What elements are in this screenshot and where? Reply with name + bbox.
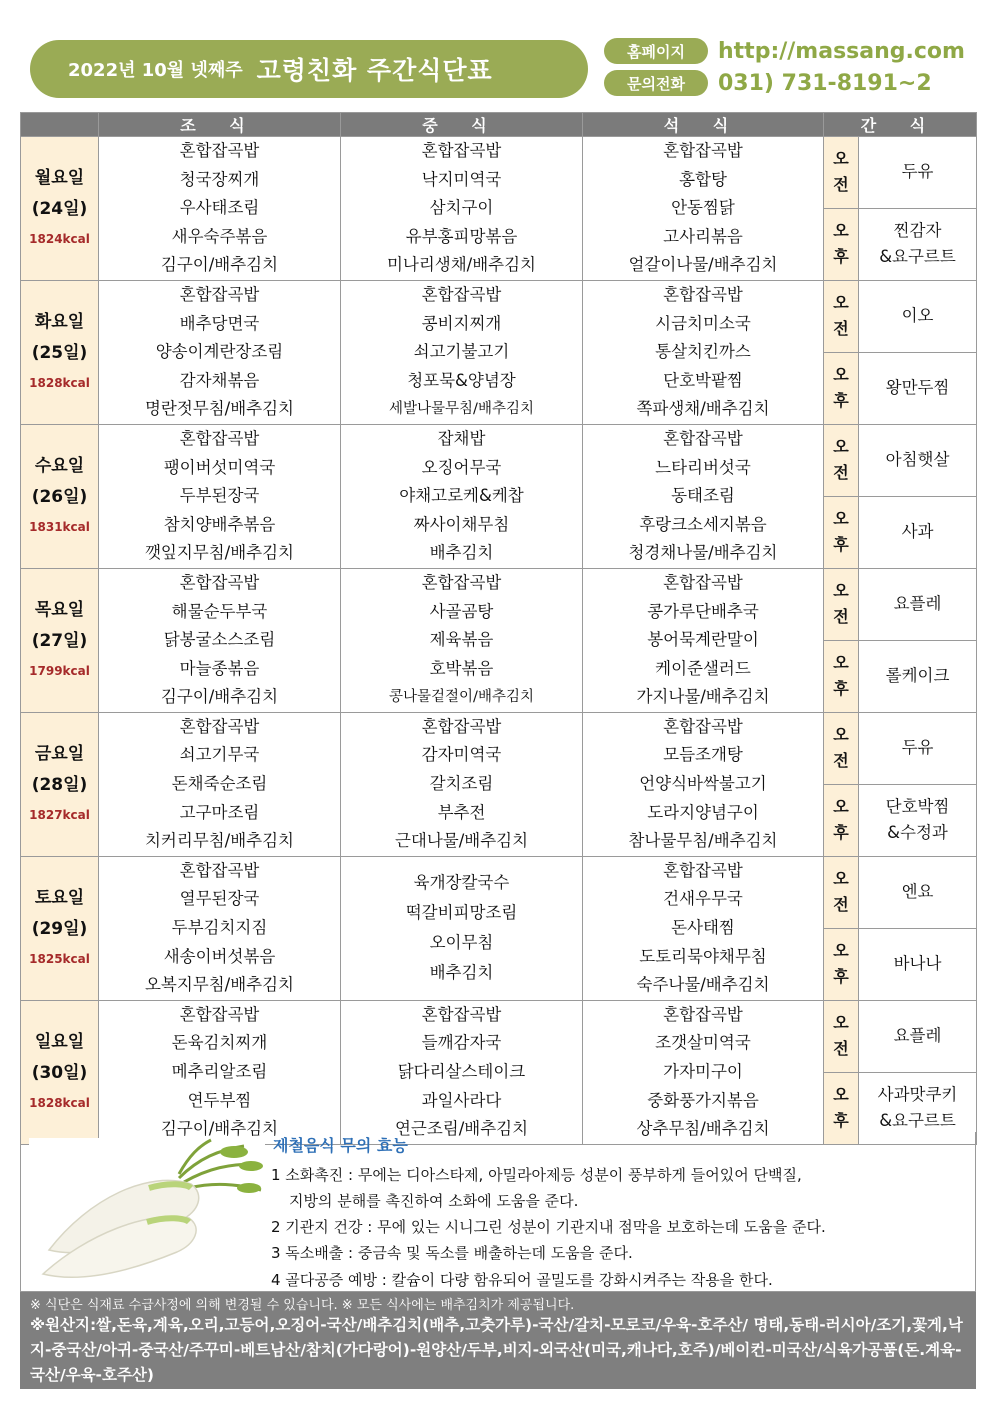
day-name: 월요일: [34, 168, 85, 189]
menu-item: 혼합잡곡밥: [179, 860, 260, 880]
menu-item: 콩나물겉절이/배추김치: [389, 689, 534, 706]
lunch-cell: [341, 137, 583, 281]
menu-item: 마늘종볶음: [179, 658, 260, 678]
menu-item: 청경채나물/배추김치: [628, 543, 778, 563]
menu-item: 콩비지찌개: [421, 313, 502, 333]
breakfast-cell: [99, 424, 341, 568]
snack-item: 요플레: [893, 594, 942, 614]
day-row: [21, 280, 977, 352]
menu-item: 떡갈비피망조림: [405, 903, 518, 923]
dinner-cell: [583, 568, 824, 712]
snack-item: 단호박찜: [885, 797, 950, 817]
day-date: (24일): [31, 199, 88, 220]
page-title: 고령친화 주간식단표: [256, 56, 493, 85]
menu-item: 혼합잡곡밥: [421, 1004, 502, 1024]
menu-item: 홍합탕: [679, 169, 727, 189]
menu-item: 김구이/배추김치: [160, 687, 279, 707]
homepage-row: [604, 38, 965, 64]
pm-snack: [859, 208, 977, 280]
menu-item: 도토리묵야채무침: [639, 946, 767, 966]
day-cell: [21, 1000, 99, 1144]
menu-item: 상추무침/배추김치: [636, 1119, 770, 1139]
breakfast-cell: [99, 712, 341, 856]
dinner-cell: [583, 712, 824, 856]
am-snack: [859, 1000, 977, 1072]
menu-item: 혼합잡곡밥: [663, 572, 743, 592]
menu-item: 참치양배추볶음: [163, 514, 276, 534]
menu-item: 갈치조림: [429, 774, 494, 794]
snack-item: 롤케이크: [885, 666, 950, 686]
pm-snack: [859, 640, 977, 712]
menu-item: 통살치킨까스: [655, 342, 751, 362]
day-row: [21, 568, 977, 640]
day-name: 일요일: [34, 1032, 85, 1053]
am-label: [824, 137, 859, 209]
am-snack: [859, 137, 977, 209]
info-line-2: 2 기관지 건강 : 무에 있는 시니그린 성분이 기관지내 점막을 보호하는데 도움을 준다.: [271, 1218, 826, 1236]
snack-item: &요구르트: [879, 1111, 956, 1131]
menu-item: 삼치구이: [429, 198, 494, 218]
pm-label: [824, 640, 859, 712]
day-kcal: 1831kcal: [29, 520, 90, 535]
menu-item: 혼합잡곡밥: [421, 284, 502, 304]
menu-item: 감자채볶음: [179, 370, 260, 390]
am-label: [824, 1000, 859, 1072]
menu-item: 혼합잡곡밥: [421, 141, 502, 160]
am-label: [824, 424, 859, 496]
menu-item: 혼합잡곡밥: [179, 716, 260, 736]
menu-item: 돈채죽순조림: [171, 774, 268, 794]
menu-item: 사골곰탕: [429, 601, 494, 621]
pm-snack: [859, 352, 977, 424]
snack-item: 두유: [901, 162, 934, 182]
phone-number: 031) 731-8191~2: [718, 70, 932, 96]
pm-label-char: 오: [833, 797, 849, 817]
day-kcal: 1824kcal: [29, 232, 90, 247]
breakfast-cell: [99, 280, 341, 424]
menu-item: 근대나물/배추김치: [394, 831, 529, 851]
snack-item: 이오: [901, 306, 934, 326]
day-row: [21, 712, 977, 784]
menu-item: 혼합잡곡밥: [421, 716, 502, 736]
day-cell: [21, 856, 99, 1000]
column-header-breakfast: 조 식: [99, 113, 341, 137]
am-label-char: 전: [833, 175, 849, 195]
column-header-lunch: 중 식: [341, 113, 583, 137]
menu-item: 치커리무침/배추김치: [144, 831, 294, 851]
menu-item: 세발나물무침/배추김치: [389, 401, 534, 418]
day-cell: [21, 568, 99, 712]
day-date: (26일): [31, 487, 88, 508]
pm-label-char: 오: [833, 509, 849, 529]
menu-item: 모듬조개탕: [663, 745, 743, 765]
menu-item: 배추김치: [429, 963, 494, 983]
menu-item: 돈육김치찌개: [171, 1033, 268, 1053]
day-date: (25일): [31, 343, 88, 364]
menu-item: 후랑크소세지볶음: [639, 514, 767, 534]
column-header-snack: 간 식: [824, 113, 977, 137]
snack-item: 사과맛쿠키: [877, 1085, 958, 1105]
pm-snack: [859, 496, 977, 568]
menu-item: 닭봉굴소스조림: [163, 630, 276, 650]
menu-item: 단호박팥찜: [663, 370, 743, 390]
pm-label-char: 오: [833, 653, 849, 673]
menu-item: 혼합잡곡밥: [179, 1004, 260, 1024]
menu-item: 명란젓무침/배추김치: [144, 399, 294, 419]
menu-item: 김구이/배추김치: [160, 1119, 279, 1139]
menu-item: 봉어묵계란말이: [647, 630, 759, 650]
snack-item: 두유: [901, 738, 934, 758]
menu-item: 혼합잡곡밥: [663, 716, 743, 736]
menu-item: 깻잎지무침/배추김치: [144, 543, 294, 563]
info-title: 제철음식 무의 효능: [273, 1136, 408, 1155]
menu-item: 잡채밥: [437, 428, 486, 448]
menu-item: 혼합잡곡밥: [179, 572, 260, 592]
day-kcal: 1799kcal: [29, 664, 90, 679]
breakfast-cell: [99, 1000, 341, 1144]
menu-item: 언양식바싹불고기: [639, 774, 767, 794]
lunch-cell: [341, 856, 583, 1000]
am-label-char: 전: [833, 1039, 849, 1059]
am-label: [824, 280, 859, 352]
menu-item: 우사태조림: [179, 198, 260, 218]
origin-info: ※원산지:쌀,돈육,계육,오리,고등어,오징어-국산/배추김치(배추,고춧가루)-국산/갈치-모로코/우육-호주산/ 명태,동태-러시아/조기,꽃게,낙지-중국산/아귀-중국산/주꾸미-베트남산/참치(가다랑어)-원양산/두부,비지-외국산(미국,캐나다,호주)/베이컨-미국산/식육가공품(돈.계육-국산/우육-호주산): [30, 1316, 963, 1384]
menu-item: 두부김치지짐: [171, 918, 268, 938]
pm-label-char: 후: [833, 1111, 849, 1131]
am-label-char: 전: [833, 751, 849, 771]
footer-notice: [20, 1292, 976, 1389]
pm-label-char: 후: [833, 535, 849, 555]
lunch-cell: [341, 424, 583, 568]
menu-item: 쇠고기무국: [179, 745, 260, 765]
radish-image: [29, 1138, 265, 1286]
menu-item: 혼합잡곡밥: [663, 428, 743, 448]
lunch-cell: [341, 280, 583, 424]
menu-item: 육개장칼국수: [413, 873, 510, 893]
menu-item: 감자미역국: [421, 745, 502, 765]
day-row: [21, 1000, 977, 1072]
day-cell: [21, 424, 99, 568]
am-snack: [859, 856, 977, 928]
menu-item: 안동찜닭: [671, 198, 735, 218]
menu-item: 혼합잡곡밥: [663, 1004, 743, 1024]
title-banner: [30, 40, 588, 98]
breakfast-cell: [99, 856, 341, 1000]
pm-label: [824, 496, 859, 568]
am-snack: [859, 424, 977, 496]
menu-item: 오이무침: [429, 933, 494, 953]
menu-item: 참나물무침/배추김치: [628, 831, 778, 851]
pm-label-char: 오: [833, 941, 849, 961]
pm-label-char: 후: [833, 391, 849, 411]
am-label-char: 전: [833, 463, 849, 483]
day-row: [21, 137, 977, 209]
pm-label-char: 후: [833, 679, 849, 699]
snack-item: 엔요: [901, 882, 934, 902]
title-week: 2022년 10월 넷째주: [68, 60, 243, 81]
info-line-3: 3 독소배출 : 중금속 및 독소를 배출하는데 도움을 준다.: [271, 1244, 633, 1262]
pm-label-char: 오: [833, 221, 849, 241]
snack-item: 왕만두찜: [885, 378, 950, 398]
day-date: (27일): [31, 631, 88, 652]
am-label-char: 전: [833, 895, 849, 915]
menu-item: 동태조림: [671, 486, 735, 506]
pm-label-char: 후: [833, 967, 849, 987]
day-date: (30일): [31, 1063, 88, 1084]
snack-item: &수정과: [887, 823, 948, 843]
day-name: 토요일: [34, 888, 85, 909]
info-line-1-cont: 지방의 분해를 촉진하여 소화에 도움을 준다.: [289, 1192, 579, 1210]
menu-item: 도라지양념구이: [647, 802, 759, 822]
menu-item: 호박볶음: [429, 658, 494, 678]
menu-item: 혼합잡곡밥: [663, 141, 743, 160]
am-label: [824, 568, 859, 640]
menu-item: 메추리알조림: [171, 1062, 268, 1081]
pm-snack: [859, 784, 977, 856]
day-row: [21, 856, 977, 928]
menu-item: 야채고로케&케찹: [399, 486, 524, 506]
dinner-cell: [583, 424, 824, 568]
header-row: [21, 113, 977, 137]
menu-item: 낙지미역국: [421, 169, 502, 189]
day-name: 화요일: [34, 312, 85, 333]
snack-item: 바나나: [893, 954, 942, 974]
am-label: [824, 856, 859, 928]
snack-item: &요구르트: [879, 247, 956, 267]
menu-item: 제육볶음: [429, 630, 494, 650]
am-label-char: 전: [833, 607, 849, 627]
homepage-link[interactable]: http://massang.com: [718, 38, 965, 64]
info-line-1: 1 소화촉진 : 무에는 디아스타제, 아밀라아제등 성분이 풍부하게 들어있어 단백질,: [271, 1166, 802, 1184]
breakfast-cell: [99, 568, 341, 712]
pm-label: [824, 928, 859, 1000]
snack-item: 사과: [901, 522, 934, 542]
am-label-char: 오: [833, 725, 849, 745]
column-header-day: [21, 113, 99, 137]
menu-item: 해물순두부국: [171, 601, 268, 621]
menu-item: 느타리버섯국: [655, 457, 751, 477]
menu-item: 새우숙주볶음: [171, 226, 268, 246]
lunch-cell: [341, 712, 583, 856]
menu-item: 연두부찜: [187, 1090, 252, 1110]
menu-item: 새송이버섯볶음: [163, 946, 276, 966]
pm-label-char: 후: [833, 247, 849, 267]
am-label-char: 오: [833, 293, 849, 313]
menu-table: [20, 112, 977, 1145]
dinner-cell: [583, 856, 824, 1000]
am-label-char: 오: [833, 149, 849, 169]
menu-item: 오징어무국: [421, 457, 502, 477]
day-name: 수요일: [34, 456, 85, 477]
homepage-label: 홈페이지: [604, 38, 708, 64]
day-name: 목요일: [34, 600, 85, 621]
am-snack: [859, 712, 977, 784]
menu-item: 팽이버섯미역국: [163, 457, 276, 477]
menu-item: 조갯살미역국: [655, 1033, 751, 1053]
menu-item: 청국장찌개: [179, 169, 260, 189]
menu-item: 고사리볶음: [663, 226, 743, 246]
am-label-char: 오: [833, 869, 849, 889]
phone-row: [604, 70, 932, 96]
day-date: (28일): [31, 775, 88, 796]
menu-item: 부추전: [437, 802, 486, 822]
menu-item: 혼합잡곡밥: [179, 284, 260, 304]
am-label-char: 오: [833, 437, 849, 457]
day-kcal: 1827kcal: [29, 808, 90, 823]
pm-label-char: 오: [833, 365, 849, 385]
menu-item: 쇠고기불고기: [413, 342, 510, 362]
menu-item: 미나리생채/배추김치: [386, 255, 536, 275]
lunch-cell: [341, 1000, 583, 1144]
menu-item: 혼합잡곡밥: [421, 572, 502, 592]
pm-label: [824, 784, 859, 856]
menu-item: 배추김치: [429, 543, 494, 563]
menu-item: 들깨감자국: [421, 1033, 502, 1053]
am-label-char: 오: [833, 581, 849, 601]
snack-item: 아침햇살: [885, 450, 950, 470]
menu-item: 얼갈이나물/배추김치: [628, 255, 778, 275]
day-cell: [21, 712, 99, 856]
day-cell: [21, 137, 99, 281]
menu-item: 콩가루단배추국: [647, 601, 759, 621]
menu-item: 고구마조림: [179, 802, 260, 822]
pm-label: [824, 208, 859, 280]
menu-notes: ※ 식단은 식재료 수급사정에 의해 변경될 수 있습니다. ※ 모든 식사에는 배추김치가 제공됩니다.: [30, 1298, 575, 1313]
menu-item: 시금치미소국: [655, 313, 751, 333]
pm-label-char: 후: [833, 823, 849, 843]
dinner-cell: [583, 280, 824, 424]
menu-item: 닭다리살스테이크: [397, 1062, 526, 1081]
menu-item: 김구이/배추김치: [160, 255, 279, 275]
day-kcal: 1828kcal: [29, 376, 90, 391]
menu-item: 중화풍가지볶음: [647, 1090, 759, 1110]
info-line-4: 4 골다공증 예방 : 칼슘이 다량 함유되어 골밀도를 강화시켜주는 작용을 한다.: [271, 1271, 773, 1289]
menu-item: 혼합잡곡밥: [663, 284, 743, 304]
pm-label-char: 오: [833, 1085, 849, 1105]
lunch-cell: [341, 568, 583, 712]
menu-item: 케이준샐러드: [655, 658, 751, 678]
menu-item: 짜사이채무침: [413, 514, 510, 534]
day-row: [21, 424, 977, 496]
menu-item: 가자미구이: [663, 1062, 743, 1081]
menu-item: 과일사라다: [421, 1090, 502, 1110]
menu-item: 연근조림/배추김치: [394, 1119, 529, 1139]
menu-item: 혼합잡곡밥: [663, 860, 743, 880]
day-kcal: 1825kcal: [29, 952, 90, 967]
pm-label: [824, 352, 859, 424]
menu-item: 숙주나물/배추김치: [636, 975, 770, 995]
menu-item: 유부홍피망볶음: [405, 226, 518, 246]
day-date: (29일): [31, 919, 88, 940]
am-snack: [859, 568, 977, 640]
breakfast-cell: [99, 137, 341, 281]
am-label-char: 전: [833, 319, 849, 339]
menu-item: 오복지무침/배추김치: [144, 975, 294, 995]
menu-item: 돈사태찜: [671, 918, 735, 938]
menu-item: 열무된장국: [179, 889, 260, 909]
day-kcal: 1828kcal: [29, 1096, 90, 1111]
snack-item: 찐감자: [893, 221, 942, 241]
column-header-dinner: 석 식: [583, 113, 824, 137]
snack-item: 요플레: [893, 1026, 942, 1046]
menu-item: 청포묵&양념장: [407, 370, 516, 390]
phone-label: 문의전화: [604, 70, 708, 96]
menu-item: 혼합잡곡밥: [179, 428, 260, 448]
day-cell: [21, 280, 99, 424]
am-label-char: 오: [833, 1013, 849, 1033]
menu-item: 양송이계란장조림: [155, 342, 284, 362]
menu-item: 건새우무국: [663, 889, 743, 909]
pm-snack: [859, 928, 977, 1000]
menu-item: 가지나물/배추김치: [636, 687, 770, 707]
day-name: 금요일: [34, 744, 85, 765]
seasonal-food-info: [20, 1132, 976, 1292]
am-label: [824, 712, 859, 784]
menu-item: 두부된장국: [179, 486, 260, 506]
menu-item: 혼합잡곡밥: [179, 141, 260, 160]
dinner-cell: [583, 137, 824, 281]
am-snack: [859, 280, 977, 352]
dinner-cell: [583, 1000, 824, 1144]
menu-item: 쪽파생채/배추김치: [636, 399, 770, 419]
menu-item: 배추당면국: [179, 313, 260, 333]
